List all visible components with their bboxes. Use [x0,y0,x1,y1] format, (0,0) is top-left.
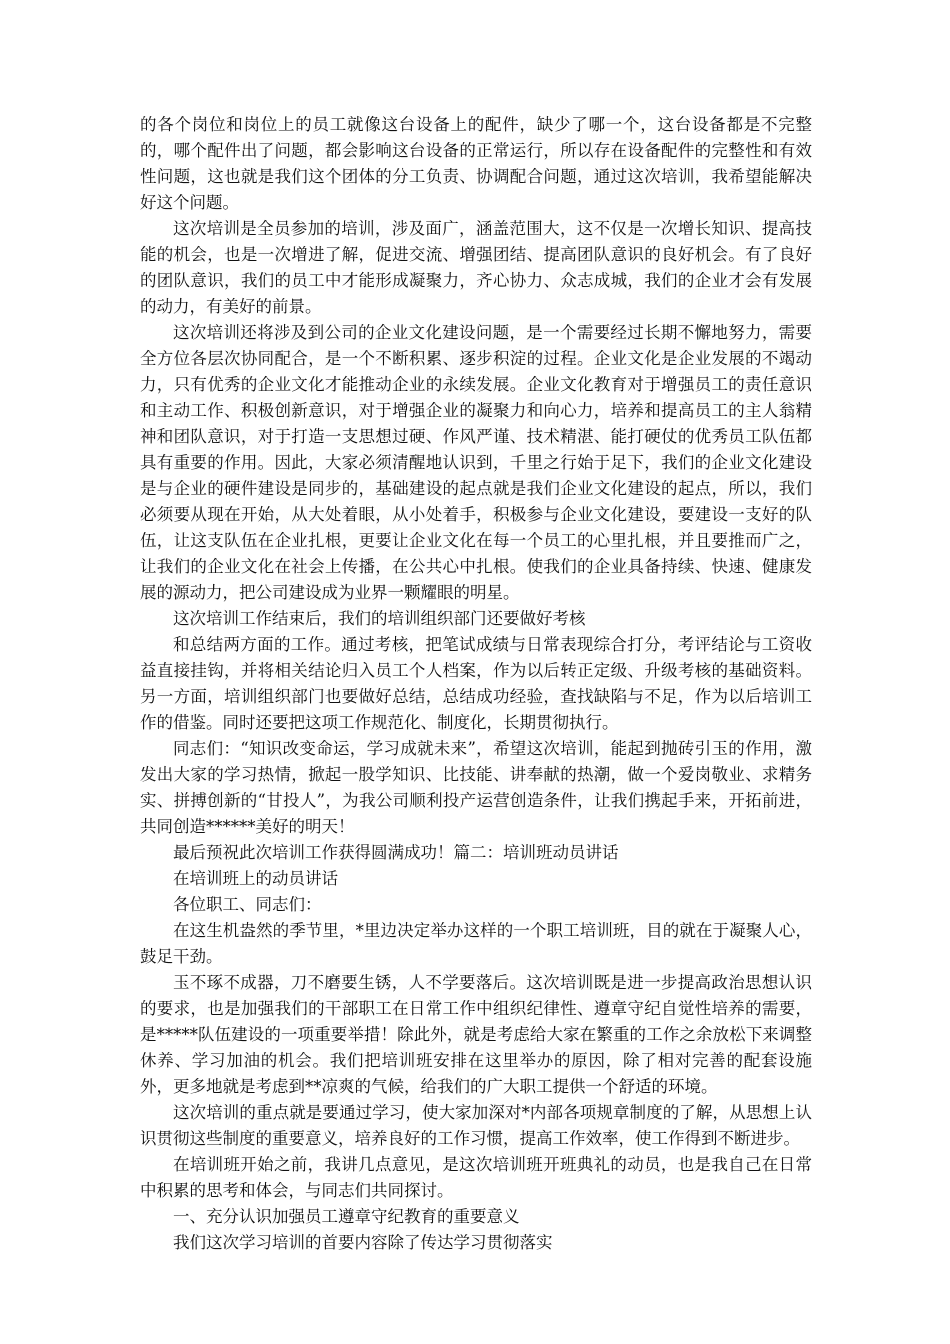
salutation: 各位职工、同志们： [173,895,322,914]
paragraph: 和总结两方面的工作。通过考核，把笔试成绩与日常表现综合打分，考评结论与工资收益直接挂钩，并将相关结论归入员工个人档案，作为以后转正定级、升级考核的基础资料。另一方面，培训组织部门也要做好总结，总结成功经验，查找缺陷与不足，作为以后培训工作的借鉴。同时还要把这项工作规范化、制度化，长期贯彻执行。 [140,635,812,732]
paragraph: 这次培训的重点就是要通过学习，使大家加深对*内部各项规章制度的了解，从思想上认识贯彻这些制度的重要意义，培养良好的工作习惯，提高工作效率，使工作得到不断进步。 [140,1103,812,1148]
paragraph: 同志们：“知识改变命运，学习成就未来”，希望这次培训，能起到抛砖引玉的作用，激发出大家的学习热情，掀起一股学知识、比技能、讲奉献的热潮，做一个爱岗敬业、求精务实、拼搏创新的“甘投人”，为我公司顺利投产运营创造条件，让我们携起手来，开拓前进，共同创造******美好的明天！ [140,739,812,836]
document-page [140,112,812,1256]
paragraph: 这次培训还将涉及到公司的企业文化建设问题，是一个需要经过长期不懈地努力，需要全方位各层次协同配合，是一个不断积累、逐步积淀的过程。企业文化是企业发展的不竭动力，只有优秀的企业文化才能推动企业的永续发展。企业文化教育对于增强员工的责任意识和主动工作、积极创新意识，对于增强企业的凝聚力和向心力，培养和提高员工的主人翁精神和团队意识，对于打造一支思想过硬、作风严谨、技术精湛、能打硬仗的优秀员工队伍都具有重要的作用。因此，大家必须清醒地认识到，千里之行始于足下，我们的企业文化建设是与企业的硬件建设是同步的，基础建设的起点就是我们企业文化建设的起点，所以，我们必须要从现在开始，从大处着眼，从小处着手，积极参与企业文化建设，要建设一支好的队伍，让这支队伍在企业扎根，更要让企业文化在每一个员工的心里扎根，并且要推而广之，让我们的企业文化在社会上传播，在公共心中扎根。使我们的企业具备持续、快速、健康发展的源动力，把公司建设成为业界一颗耀眼的明星。 [140,323,812,602]
paragraph: 在这生机盎然的季节里，*里边决定举办这样的一个职工培训班，目的就在于凝聚人心，鼓足干劲。 [140,921,812,966]
paragraph: 的各个岗位和岗位上的员工就像这台设备上的配件，缺少了哪一个，这台设备都是不完整的，哪个配件出了问题，都会影响这台设备的正常运行，所以存在设备配件的完整性和有效性问题，这也就是我们这个团体的分工负责、协调配合问题，通过这次培训，我希望能解决好这个问题。 [140,115,812,212]
section-heading: 在培训班上的动员讲话 [173,869,338,888]
section-heading: 一、充分认识加强员工遵章守纪教育的重要意义 [173,1207,520,1226]
paragraph: 玉不琢不成器，刀不磨要生锈，人不学要落后。这次培训既是进一步提高政治思想认识的要求，也是加强我们的干部职工在日常工作中组织纪律性、遵章守纪自觉性培养的需要，是*****队伍建设的一项重要举措！除此外，就是考虑给大家在繁重的工作之余放松下来调整休养、学习加油的机会。我们把培训班安排在这里举办的原因，除了相对完善的配套设施外，更多地就是考虑到**凉爽的气候，给我们的广大职工提供一个舒适的环境。 [140,973,812,1096]
paragraph: 我们这次学习培训的首要内容除了传达学习贯彻落实 [173,1233,553,1252]
paragraph: 这次培训工作结束后，我们的培训组织部门还要做好考核 [173,609,586,628]
paragraph: 这次培训是全员参加的培训，涉及面广，涵盖范围大，这不仅是一次增长知识、提高技能的机会，也是一次增进了解，促进交流、增强团结、提高团队意识的良好机会。有了良好的团队意识，我们的员工中才能形成凝聚力，齐心协力、众志成城，我们的企业才会有发展的动力，有美好的前景。 [140,219,812,316]
paragraph: 在培训班开始之前，我讲几点意见，是这次培训班开班典礼的动员，也是我自己在日常中积累的思考和体会，与同志们共同探讨。 [140,1155,812,1200]
paragraph: 最后预祝此次培训工作获得圆满成功！篇二：培训班动员讲话 [173,843,619,862]
